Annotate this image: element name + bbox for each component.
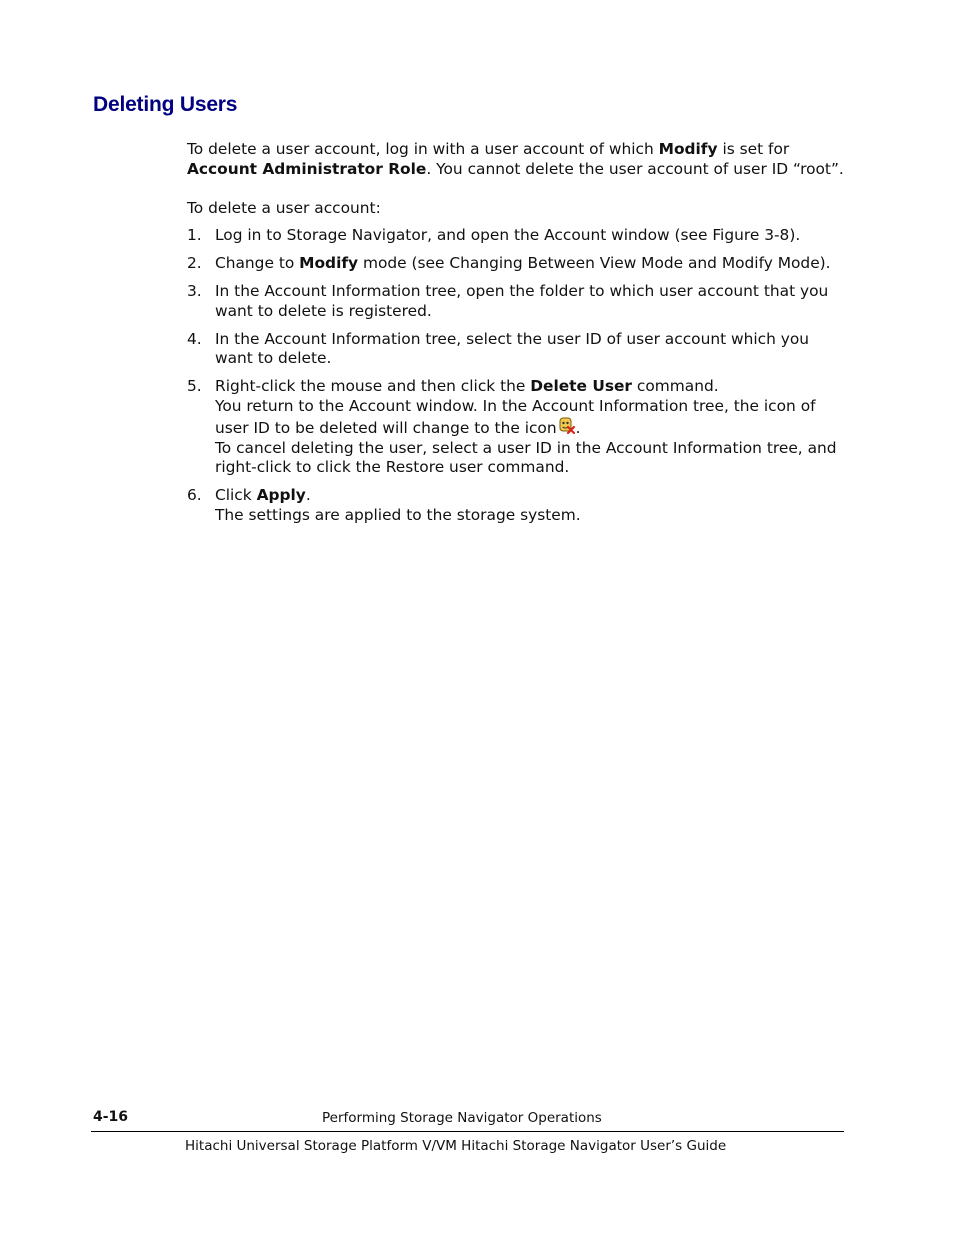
step-6: [187, 486, 847, 526]
step-text: Log in to Storage Navigator, and open the Account window (see Figure 3-8).: [215, 226, 801, 245]
step-number: 4.: [187, 329, 202, 348]
step-number: 1.: [187, 226, 202, 245]
step-line2-pre: You return to the Account window. In the Account Information tree, the icon of user ID to be deleted will change to the icon: [215, 396, 816, 437]
step-line-3: To cancel deleting the user, select a user ID in the Account Information tree, and right-click to click the Restore user command.: [215, 438, 837, 477]
steps-intro: To delete a user account:: [187, 198, 381, 217]
step-text-post: mode (see Changing Between View Mode and Modify Mode).: [358, 254, 831, 273]
step-1: [187, 226, 847, 246]
step-line-1: [215, 486, 847, 506]
step-4: [187, 330, 847, 370]
step-3: [187, 282, 847, 322]
step-line-1: [215, 377, 847, 397]
intro-text-3: . You cannot delete the user account of user ID “root”.: [426, 159, 844, 178]
step-text: In the Account Information tree, open the folder to which user account that you want to delete is registered.: [215, 281, 829, 320]
step-text-pre: Change to: [215, 254, 300, 273]
step-bold: Modify: [299, 254, 359, 273]
step-number: 3.: [187, 281, 202, 300]
footer-guide-title: Hitachi Universal Storage Platform V/VM Hitachi Storage Navigator User’s Guide: [185, 1138, 727, 1154]
step-5: [187, 377, 847, 478]
step-text-post: command.: [632, 377, 719, 396]
step-text-pre: Click: [215, 486, 257, 505]
deleted-user-icon: [558, 417, 576, 435]
intro-bold-role: Account Administrator Role: [187, 159, 427, 178]
step-text: In the Account Information tree, select the user ID of user account which you want to delete.: [215, 329, 810, 368]
body-text: [187, 140, 847, 534]
intro-text-1: To delete a user account, log in with a user account of which: [187, 140, 659, 158]
step-line2-post: .: [575, 418, 581, 437]
step-number: 2.: [187, 254, 202, 273]
footer-rule: [91, 1131, 844, 1132]
step-bold: Delete User: [530, 377, 633, 396]
footer-chapter-title: Performing Storage Navigator Operations: [322, 1110, 602, 1126]
step-line-2: The settings are applied to the storage system.: [215, 505, 581, 524]
footer-page-number: 4-16: [93, 1109, 129, 1125]
section-heading: Deleting Users: [93, 93, 238, 116]
step-number: 6.: [187, 486, 202, 505]
step-2: [187, 254, 847, 274]
step-bold: Apply: [256, 486, 306, 505]
step-text-pre: Right-click the mouse and then click the: [215, 377, 531, 396]
step-text-post: .: [305, 486, 311, 505]
intro-text-2: is set for: [717, 140, 790, 158]
intro-paragraph: [187, 140, 847, 180]
intro-bold-modify: Modify: [658, 140, 718, 158]
steps-list: [187, 226, 847, 525]
step-line-2: [215, 397, 847, 439]
step-number: 5.: [187, 377, 202, 396]
